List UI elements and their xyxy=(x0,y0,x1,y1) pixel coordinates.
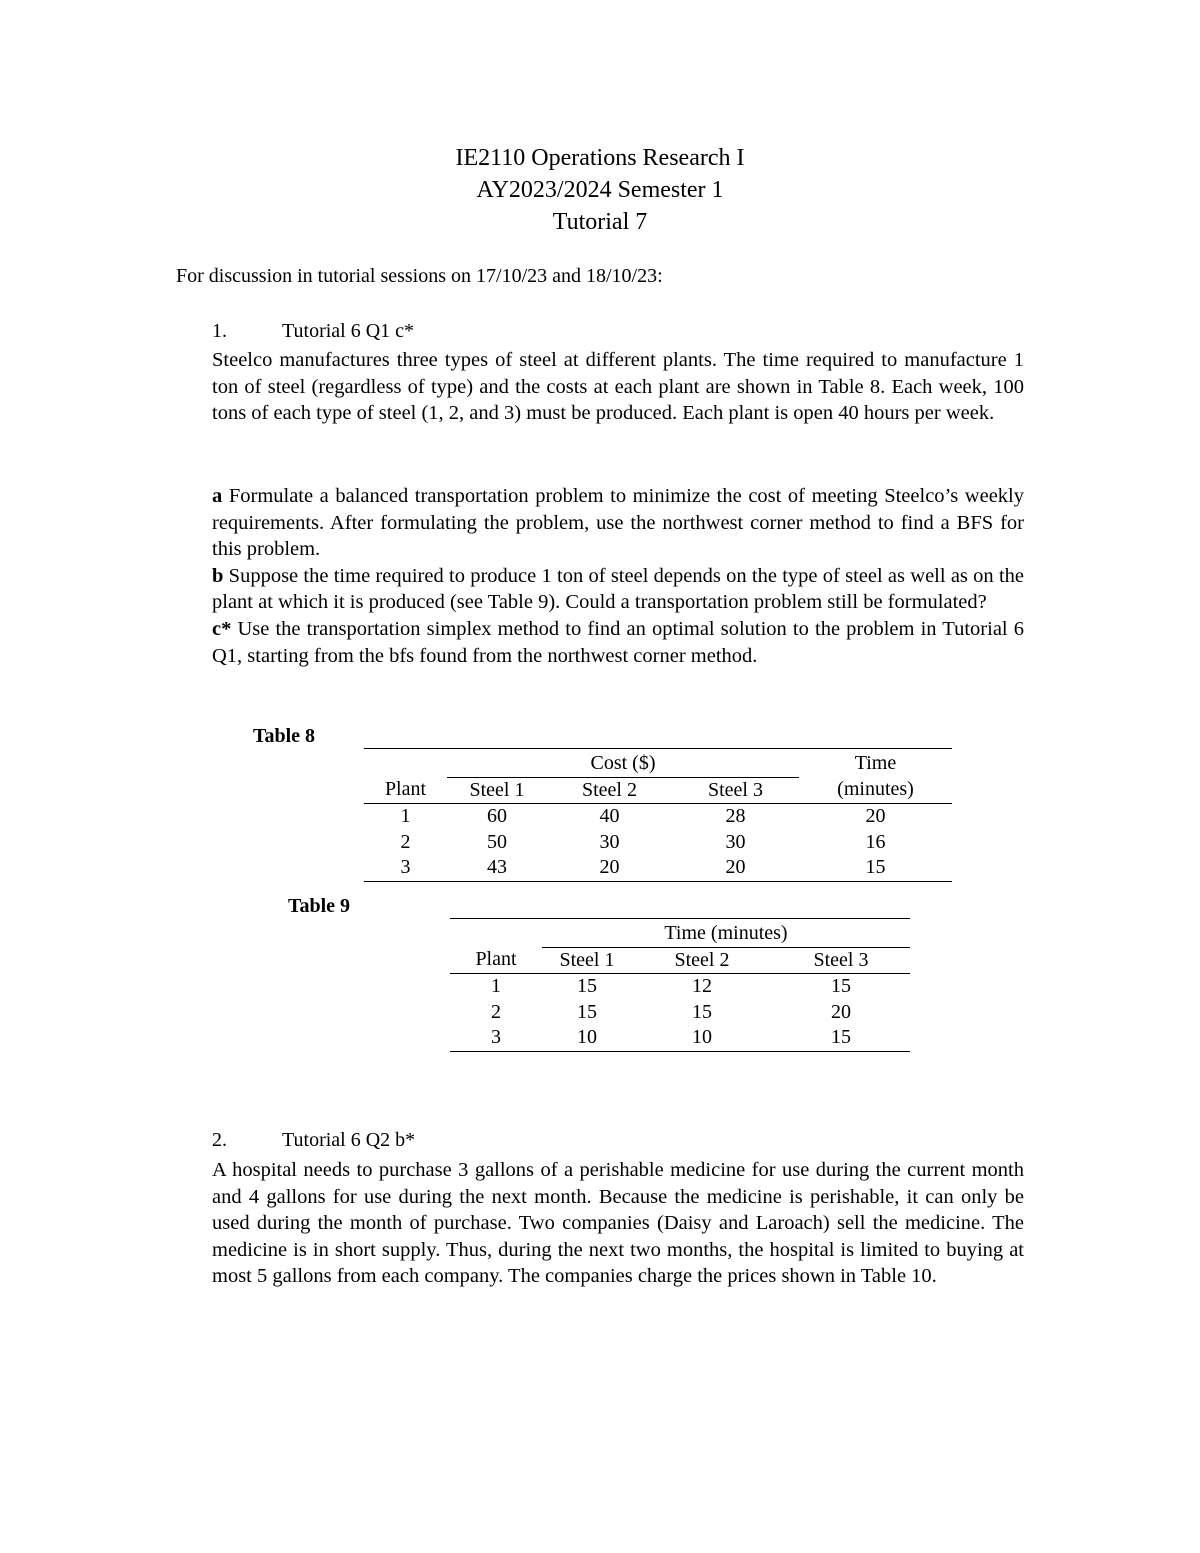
table-cell: 12 xyxy=(692,975,712,997)
table-8-group-row xyxy=(364,749,952,778)
table-cell: 40 xyxy=(599,805,620,827)
table-cell: 15 xyxy=(577,975,597,997)
part-b-text: Suppose the time required to produce 1 ton of steel depends on the type of steel as well as on the plant at which it is produced (see Table 9). Could a transportation problem still be formulated? xyxy=(212,564,1024,614)
table-8-time-header: Time xyxy=(799,749,952,778)
table-cell: 15 xyxy=(831,975,851,997)
question-1-text: Steelco manufactures three types of steel at different plants. The time required to manufacture 1 ton of steel (regardless of type) and the costs at each plant are shown in Table 8. Each week, 100 tons of each type of steel (1, 2, and 3) must be produced. Each plant is open 40 hours per week. xyxy=(212,349,1024,425)
question-2-number: 2. xyxy=(212,1129,227,1151)
table-cell: 3 xyxy=(364,855,447,881)
question-1-title: Tutorial 6 Q1 c* xyxy=(282,320,415,342)
document-header xyxy=(0,142,1200,238)
question-2-heading xyxy=(212,1129,415,1152)
table-cell: 20 xyxy=(547,855,672,881)
semester-title: AY2023/2024 Semester 1 xyxy=(476,177,724,203)
table-cell: 1 xyxy=(400,805,411,827)
table-9 xyxy=(450,918,910,1052)
table-cell: 15 xyxy=(577,1000,597,1023)
table-cell: 43 xyxy=(447,855,547,881)
table-8-header-row xyxy=(364,777,952,804)
table-9-col-steel2: Steel 2 xyxy=(632,947,772,974)
table-cell: 1 xyxy=(491,975,501,997)
table-8-col-steel2: Steel 2 xyxy=(547,777,672,804)
question-2-title: Tutorial 6 Q2 b* xyxy=(282,1129,416,1151)
table-row xyxy=(450,1025,910,1051)
table-9-col-plant: Plant xyxy=(450,947,542,974)
table-cell: 20 xyxy=(672,855,799,881)
table-cell: 3 xyxy=(450,1025,542,1051)
table-cell: 10 xyxy=(542,1025,632,1051)
part-a xyxy=(212,483,1024,563)
table-cell: 16 xyxy=(865,830,886,853)
table-cell: 15 xyxy=(692,1000,712,1023)
table-cell: 2 xyxy=(491,1000,501,1023)
table-cell: 2 xyxy=(400,830,411,853)
table-row xyxy=(450,1000,910,1026)
table-8-label: Table 8 xyxy=(253,725,316,747)
tutorial-title: Tutorial 7 xyxy=(552,209,648,235)
table-8-cost-header: Cost ($) xyxy=(447,749,799,778)
part-a-label: a xyxy=(212,485,223,507)
table-row xyxy=(364,830,952,856)
intro-text: For discussion in tutorial sessions on 17/10/23 and 18/10/23: xyxy=(176,265,663,287)
table-9-col-steel1: Steel 1 xyxy=(542,947,632,974)
course-title: IE2110 Operations Research I xyxy=(455,145,745,171)
table-cell: 60 xyxy=(487,805,507,827)
part-b xyxy=(212,563,1024,616)
table-cell: 15 xyxy=(799,855,952,881)
question-2-text: A hospital needs to purchase 3 gallons of a perishable medicine for use during the current month and 4 gallons for use during the next month. Because the medicine is perishable, it can only be used during the month of purchase. Two companies (Daisy and Laroach) sell the medicine. The medicine is in short supply. Thus, during the next two months, the hospital is limited to buying at most 5 gallons from each company. The companies charge the prices shown in Table 10. xyxy=(212,1159,1024,1288)
table-8-col-minutes: (minutes) xyxy=(799,777,952,804)
table-9-header-row xyxy=(450,947,910,974)
part-c-text: Use the transportation simplex method to find an optimal solution to the problem in Tutorial 6 Q1, starting from the bfs found from the northwest corner method. xyxy=(212,617,1024,667)
part-b-label: b xyxy=(212,564,224,587)
table-cell: 10 xyxy=(632,1025,772,1051)
table-8-col-steel1: Steel 1 xyxy=(447,777,547,804)
table-cell: 30 xyxy=(725,830,746,853)
question-1-body xyxy=(212,347,1024,427)
table-9-time-header: Time (minutes) xyxy=(542,919,910,948)
table-9-col-steel3: Steel 3 xyxy=(772,947,910,974)
table-row xyxy=(364,855,952,881)
table-cell: 15 xyxy=(772,1025,910,1051)
table-cell: 50 xyxy=(487,830,507,853)
table-cell: 20 xyxy=(831,1000,851,1023)
part-c xyxy=(212,616,1024,669)
table-cell: 28 xyxy=(725,805,746,827)
table-8-col-plant: Plant xyxy=(364,777,447,804)
table-8 xyxy=(364,748,952,882)
table-cell: 30 xyxy=(599,830,620,853)
part-a-text: Formulate a balanced transportation problem to minimize the cost of meeting Steelco’s weekly requirements. After formulating the problem, use the northwest corner method to find a BFS for this problem. xyxy=(212,485,1024,561)
part-c-label: c* xyxy=(212,617,232,640)
question-1-number: 1. xyxy=(212,320,227,342)
table-9-label: Table 9 xyxy=(288,895,351,917)
table-9-group-row xyxy=(450,919,910,948)
table-cell: 20 xyxy=(865,805,886,827)
table-8-col-steel3: Steel 3 xyxy=(672,777,799,804)
question-1-parts xyxy=(212,483,1024,669)
table-row xyxy=(364,804,952,830)
table-row xyxy=(450,974,910,1000)
question-2-body xyxy=(212,1157,1024,1290)
question-1-heading xyxy=(212,320,414,343)
